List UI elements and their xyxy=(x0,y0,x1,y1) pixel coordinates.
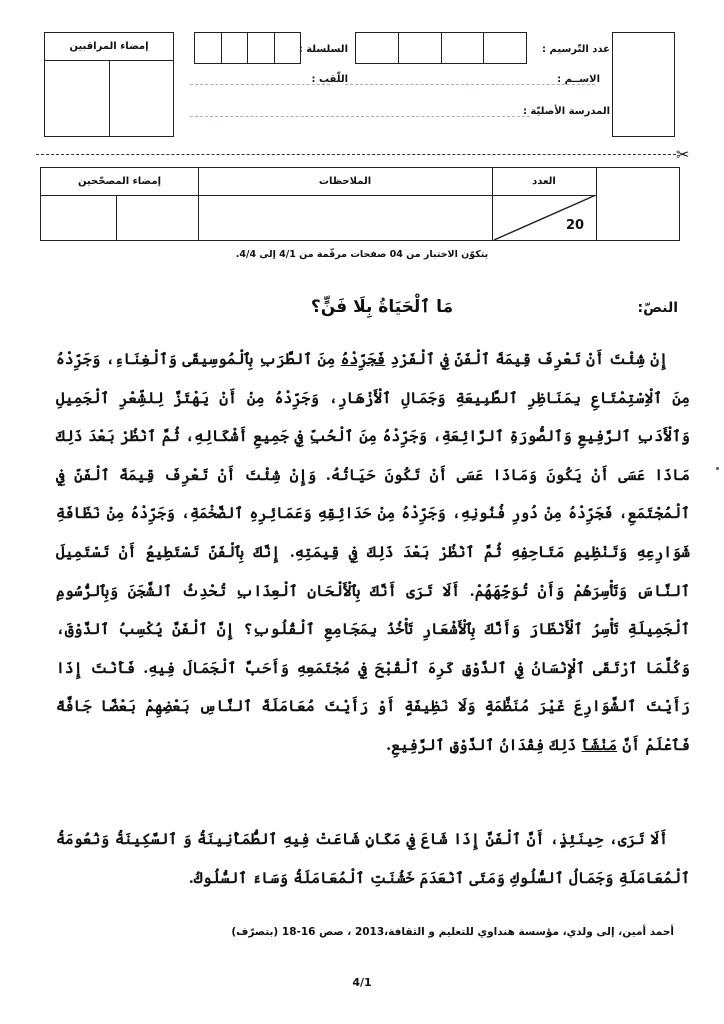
text-label: النصّ: xyxy=(637,300,678,316)
supervisor-signature-cell[interactable] xyxy=(45,61,110,136)
supervisors-label: إمضاء المراقبين xyxy=(45,33,173,61)
series-cells[interactable] xyxy=(194,32,301,64)
passage-paragraph-1 xyxy=(56,340,690,765)
name-field[interactable] xyxy=(345,84,595,85)
source-citation: أحمد أمين، إلى ولدي، مؤسسة هنداوي للتعليم و الثقافة،2013 ، صص 16-18 (بتصرّف) xyxy=(231,926,674,938)
scissors-icon: ✂ xyxy=(676,145,690,164)
school-label: المدرسة الأصليّة : xyxy=(522,106,610,117)
series-cell[interactable] xyxy=(195,33,221,63)
series-label: السلسلة : xyxy=(298,44,348,55)
underlined-word: مَنْشَأَ xyxy=(581,735,618,754)
grade-table xyxy=(40,167,680,241)
score-input[interactable] xyxy=(492,195,596,240)
name-label: الاســم : xyxy=(557,74,600,85)
series-cell[interactable] xyxy=(247,33,274,63)
page-number: 4/1 xyxy=(352,976,372,989)
cut-line xyxy=(36,154,676,155)
margin-dot xyxy=(716,467,719,470)
underlined-word: فَجَرِّدْهُ xyxy=(340,350,386,368)
registration-cell[interactable] xyxy=(483,33,526,63)
pages-note: يتكوّن الاختبار من 04 صفحات مرقّمة من 4/1 إلى 4/4. xyxy=(235,249,489,260)
remarks-area[interactable] xyxy=(198,195,492,240)
correctors-header: إمضاء المصحّحين xyxy=(77,176,162,187)
remarks-header: الملاحظات xyxy=(318,176,372,187)
passage-paragraph-2 xyxy=(56,820,690,897)
series-cell[interactable] xyxy=(221,33,247,63)
registration-cell[interactable] xyxy=(398,33,441,63)
supervisor-signature-cell[interactable] xyxy=(110,61,174,136)
surname-label: اللّقب : xyxy=(311,74,348,85)
registration-label: عدد التّرسيم : xyxy=(542,44,610,55)
passage-text: أَلَا تَرَى، حِينَئِذٍ، أَنَّ ٱلْفَنَّ إِذَا شَاعَ فِي مَكَانٍ شَاعَتْ فِيهِ ٱلطُّمَأْنِينَةُ وَ ٱلسَّكِينَةُ وَنُعُومَةُ ٱلْمُعَامَلَةِ وَجَمَالُ ٱلسُّلُوكِ وَمَتَى ٱنْعَدَمَ خَشُنَتِ ٱلْمُعَامَلَةُ وَسَاءَ ٱلسُّلُوكُ. xyxy=(56,830,690,887)
passage-text: مِنَ ٱلطَّرَبِ بِٱلْمُوسِيقَى وَٱلْغِنَاءِ، وَجَرِّدْهُ مِنَ ٱلْاِسْتِمْتَاعِ بِمَنَاظِرِ ٱلطَّبِيعَةِ وَجَمَالِ ٱلْأَزْهَارِ، وَجَرِّدْهُ مِنْ أَنْ يَهْتَزَّ لِلشِّعْرِ ٱلْجَمِيلِ وَٱلْأَدَبِ ٱلرَّفِيعِ وَٱلصُّورَةِ ٱلرَّائِعَةِ، وَجَرِّدْهُ مِنَ ٱلْحُبِّ فِي جَمِيعِ أَشْكَالِهِ، ثُمَّ ٱنْظُرْ بَعْدَ ذَلِكَ مَاذَا عَسَى أَنْ يَكُونَ وَمَاذَا عَسَى أَنْ تَكُونَ حَيَاتُهُ. وَإِنْ شِئْتَ أَنْ تَعْرِفَ قِيمَةَ ٱلْفَنِّ فِي ٱلْمُجْتَمَعِ، فَجَرِّدْهُ مِنْ دُورِ فُنُونِهِ، وَجَرِّدْهُ مِنْ حَدَائِقِهِ وَعَمَائِرِهِ ٱلضَّخْمَةِ، وَجَرِّدْهُ مِنْ نَظَافَةِ شَوَارِعِهِ وَتَنْظِيمِ مَتَاحِفِهِ ثُمَّ ٱنْظُرْ بَعْدَ ذَلِكَ فِي قِيمَتِهِ. إِنَّكَ بِٱلْفَنِّ تَسْتَطِيعُ أَنْ تَسْتَمِيلَ ٱلنَّاسَ وَتَأْسِرَهُمْ وَأَنْ تُوَجِّهَهُمْ. أَلَا تَرَى أَنَّكَ بِٱلْأَلْحَانِ ٱلْعِذَابِ تُحْدِثُ ٱلشَّجَنَ وَبِٱلرُّسُومِ ٱلْجَمِيلَةِ تَأْسِرُ ٱلْأَنْظَارَ وَأَنَّكَ بِٱلْأَشْعَارِ تَأْخُذُ بِمَجَامِعِ ٱلْقُلُوبِ؟ إِنَّ ٱلْفَنَّ يُكْسِبُ ٱلذَّوْقَ، وَكُلَّمَا ٱرْتَقَى ٱلْإِنْسَانُ فِي ٱلذَّوْقِ كَرِهَ ٱلْقُبْحَ فِي مُجْتَمَعِهِ وَأَحَبَّ ٱلْجَمَالَ فِيهِ. فَأَنْتَ إِذَا رَأَيْتَ ٱلشَّوَارِعَ غَيْرَ مُنَظَّمَةٍ وَلَا نَظِيفَةٍ أَوْ رَأَيْتَ مُعَامَلَةَ ٱلنَّاسِ بَعْضِهِمْ بَعْضًا جَافَّةً فَٱعْلَمْ أَنَّ xyxy=(56,350,690,754)
score-max: 20 xyxy=(566,218,585,233)
registration-number-cells[interactable] xyxy=(355,32,527,64)
supervisors-signature-box xyxy=(44,32,174,137)
photo-box xyxy=(612,32,675,137)
corrector-signature-cell[interactable] xyxy=(41,195,116,240)
registration-cell[interactable] xyxy=(356,33,398,63)
score-header: العدد xyxy=(532,176,556,187)
passage-title: مَا ٱلْحَيَاةُ بِلَا فَنٍّ؟ xyxy=(310,297,454,317)
surname-field[interactable] xyxy=(190,84,330,85)
registration-cell[interactable] xyxy=(441,33,484,63)
passage-text: إِنْ شِئْتَ أَنْ تَعْرِفَ قِيمَةَ ٱلْفَنِّ فِي ٱلْفَرْدِ xyxy=(385,350,668,368)
series-cell[interactable] xyxy=(274,33,301,63)
school-field[interactable] xyxy=(190,116,530,117)
corrector-signature-cell[interactable] xyxy=(116,195,198,240)
passage-text: ذَلِكَ فِقْدَانُ ٱلذَّوْقِ ٱلرَّفِيعِ. xyxy=(385,735,582,754)
